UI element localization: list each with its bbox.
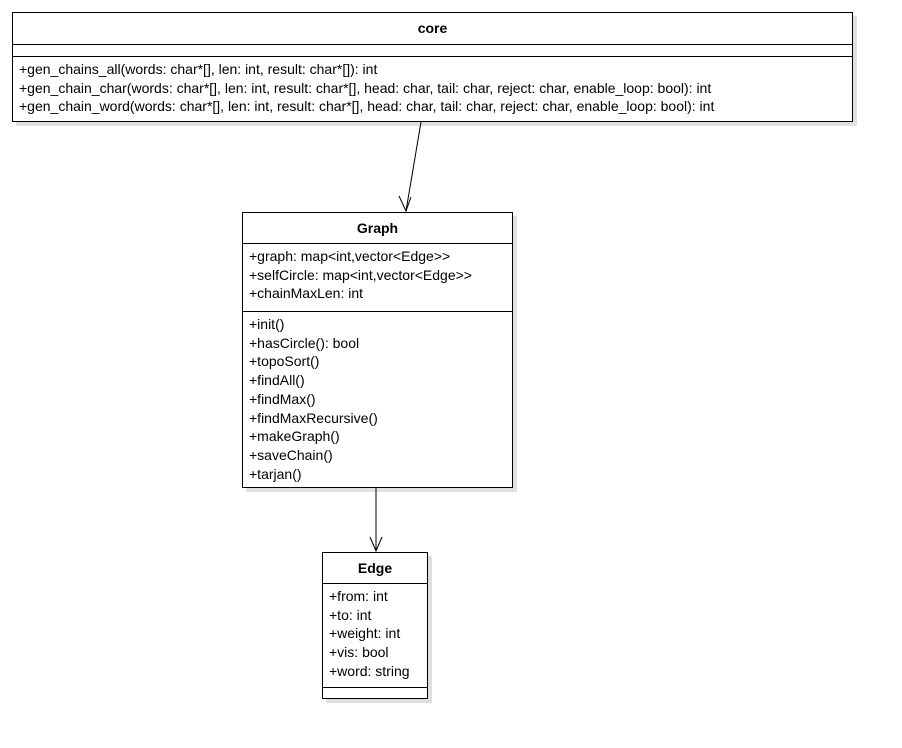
methods-section <box>13 57 852 119</box>
attributes-section <box>13 45 852 57</box>
class-name: Graph <box>243 213 512 244</box>
method: +topoSort() <box>249 353 320 370</box>
class-edge[interactable] <box>322 552 428 699</box>
class-name: Edge <box>323 553 427 584</box>
attribute: +chainMaxLen: int <box>249 285 364 302</box>
core-to-graph-arrow <box>399 122 421 211</box>
methods-section <box>323 688 427 698</box>
method: +gen_chain_word(words: char*[], len: int, result: char*[], head: char, tail: char, reject: char, enable_loop: bool): int <box>19 98 715 115</box>
method: +gen_chains_all(words: char*[], len: int, result: char*[]): int <box>19 61 378 77</box>
methods-section <box>243 312 512 486</box>
class-graph[interactable] <box>242 212 513 488</box>
method: +init() <box>249 316 285 332</box>
method: +findMax() <box>249 390 316 407</box>
graph-to-edge-arrow <box>370 488 382 551</box>
method: +findMaxRecursive() <box>249 409 378 426</box>
method: +findAll() <box>249 372 305 389</box>
attributes-section <box>243 244 512 312</box>
attribute: +to: int <box>329 606 372 623</box>
attribute: +weight: int <box>329 625 401 642</box>
method: +saveChain() <box>249 446 333 463</box>
attribute: +selfCircle: map<int,vector<Edge>> <box>249 266 472 283</box>
attribute: +from: int <box>329 588 388 604</box>
method: +gen_chain_char(words: char*[], len: int, result: char*[], head: char, tail: char, reject: char, enable_loop: bool): int <box>19 79 712 96</box>
method: +tarjan() <box>249 465 302 482</box>
method: +makeGraph() <box>249 428 340 445</box>
attributes-section <box>323 584 427 688</box>
class-name: core <box>13 13 852 45</box>
class-core[interactable] <box>12 12 853 122</box>
attribute: +vis: bool <box>329 644 389 661</box>
method: +hasCircle(): bool <box>249 334 360 351</box>
attribute: +word: string <box>329 662 410 679</box>
attribute: +graph: map<int,vector<Edge>> <box>249 248 451 264</box>
